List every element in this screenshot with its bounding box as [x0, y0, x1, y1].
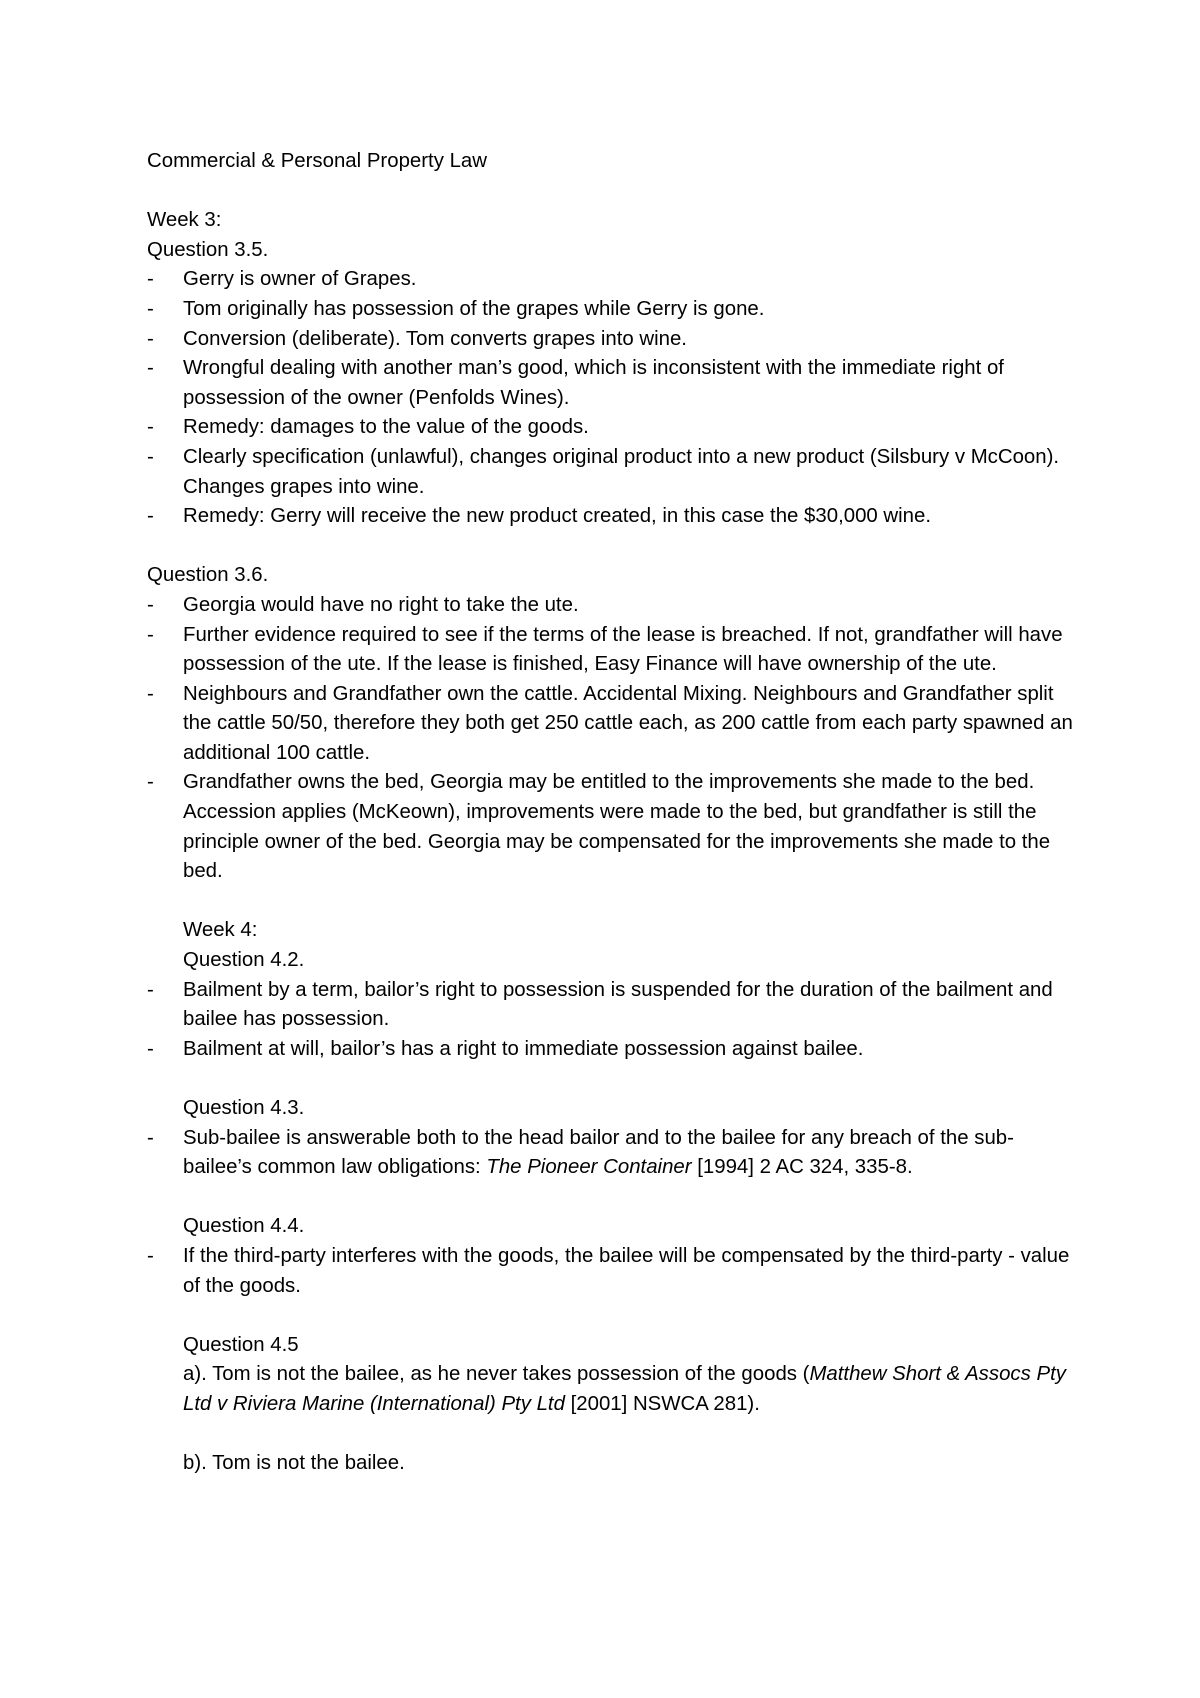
list-item: - Remedy: Gerry will receive the new product created, in this case the $30,000 wine. [147, 502, 1080, 532]
answer-a [147, 1360, 1080, 1419]
document-title: Commercial & Personal Property Law [147, 150, 487, 172]
question-4-4-heading: Question 4.4. [183, 1215, 305, 1238]
case-citation: [1994] 2 AC 324, 335-8. [691, 1156, 913, 1179]
answer-b: b). Tom is not the bailee. [183, 1452, 405, 1475]
question-4-3-heading: Question 4.3. [183, 1097, 305, 1119]
list-item [147, 1124, 1080, 1183]
question-3-6-heading: Question 3.6. [147, 564, 269, 587]
question-4-5-heading: Question 4.5 [183, 1333, 299, 1356]
question-3-5-heading: Question 3.5. [147, 238, 269, 261]
list-item: - Wrongful dealing with another man’s good, which is inconsistent with the immediate right of possession of the owner (Penfolds Wines). [147, 354, 1080, 413]
spacer [147, 887, 1080, 917]
list-item: - Georgia would have no right to take the ute. [147, 591, 1080, 621]
list-item: - Conversion (deliberate). Tom converts grapes into wine. [147, 325, 1080, 355]
spacer [147, 177, 1080, 207]
answer-a-text: a). Tom is not the bailee, as he never takes possession of the goods ( [183, 1363, 810, 1386]
question-3-5-list [147, 265, 1080, 531]
list-item: - Gerry is owner of Grapes. [147, 265, 1080, 295]
list-item: - Bailment by a term, bailor’s right to possession is suspended for the duration of the bailment and bailee has possession. [147, 976, 1080, 1035]
list-item: - Bailment at will, bailor’s has a right to immediate possession against bailee. [147, 1035, 1080, 1065]
week-4-heading: Week 4: [183, 919, 258, 942]
question-4-3-list [147, 1124, 1080, 1183]
question-4-2-heading: Question 4.2. [183, 949, 305, 972]
list-item: - Further evidence required to see if the terms of the lease is breached. If not, grandfather will have possession of the ute. If the lease is finished, Easy Finance will have ownership of the ute. [147, 621, 1080, 680]
item-text: Sub-bailee is answerable both to the head bailor and to the bailee for any breach of the sub-bailee’s common law obligations: [183, 1126, 1014, 1179]
list-item: - Tom originally has possession of the grapes while Gerry is gone. [147, 295, 1080, 325]
case-name: The Pioneer Container [486, 1156, 692, 1179]
spacer [147, 1183, 1080, 1213]
list-item: - Remedy: damages to the value of the goods. [147, 413, 1080, 443]
list-item: - Grandfather owns the bed, Georgia may be entitled to the improvements she made to the bed. Accession applies (McKeown), improvements were made to the bed, but grandfather is still the principle owner of the bed. Georgia may be compensated for the improvements she made to the bed. [147, 768, 1080, 886]
list-item: - Neighbours and Grandfather own the cattle. Accidental Mixing. Neighbours and Grandfather split the cattle 50/50, therefore they both get 250 cattle each, as 200 cattle from each party spawned an additional 100 cattle. [147, 680, 1080, 769]
case-name: Matthew Short & Assocs Pty Ltd v Riviera Marine (International) Pty Ltd [183, 1363, 1066, 1415]
list-item: - Clearly specification (unlawful), changes original product into a new product (Silsbury v McCoon). Changes grapes into wine. [147, 443, 1080, 502]
spacer [147, 532, 1080, 562]
spacer [147, 1064, 1080, 1094]
case-citation: [2001] NSWCA 281). [564, 1392, 760, 1415]
week-3-heading: Week 3: [147, 209, 222, 232]
question-4-2-list [147, 976, 1080, 1065]
question-3-6-list [147, 591, 1080, 887]
question-4-4-list [147, 1242, 1080, 1301]
spacer [147, 1301, 1080, 1331]
spacer [147, 1420, 1080, 1450]
list-item: - If the third-party interferes with the goods, the bailee will be compensated by the third-party - value of the goods. [147, 1242, 1080, 1301]
